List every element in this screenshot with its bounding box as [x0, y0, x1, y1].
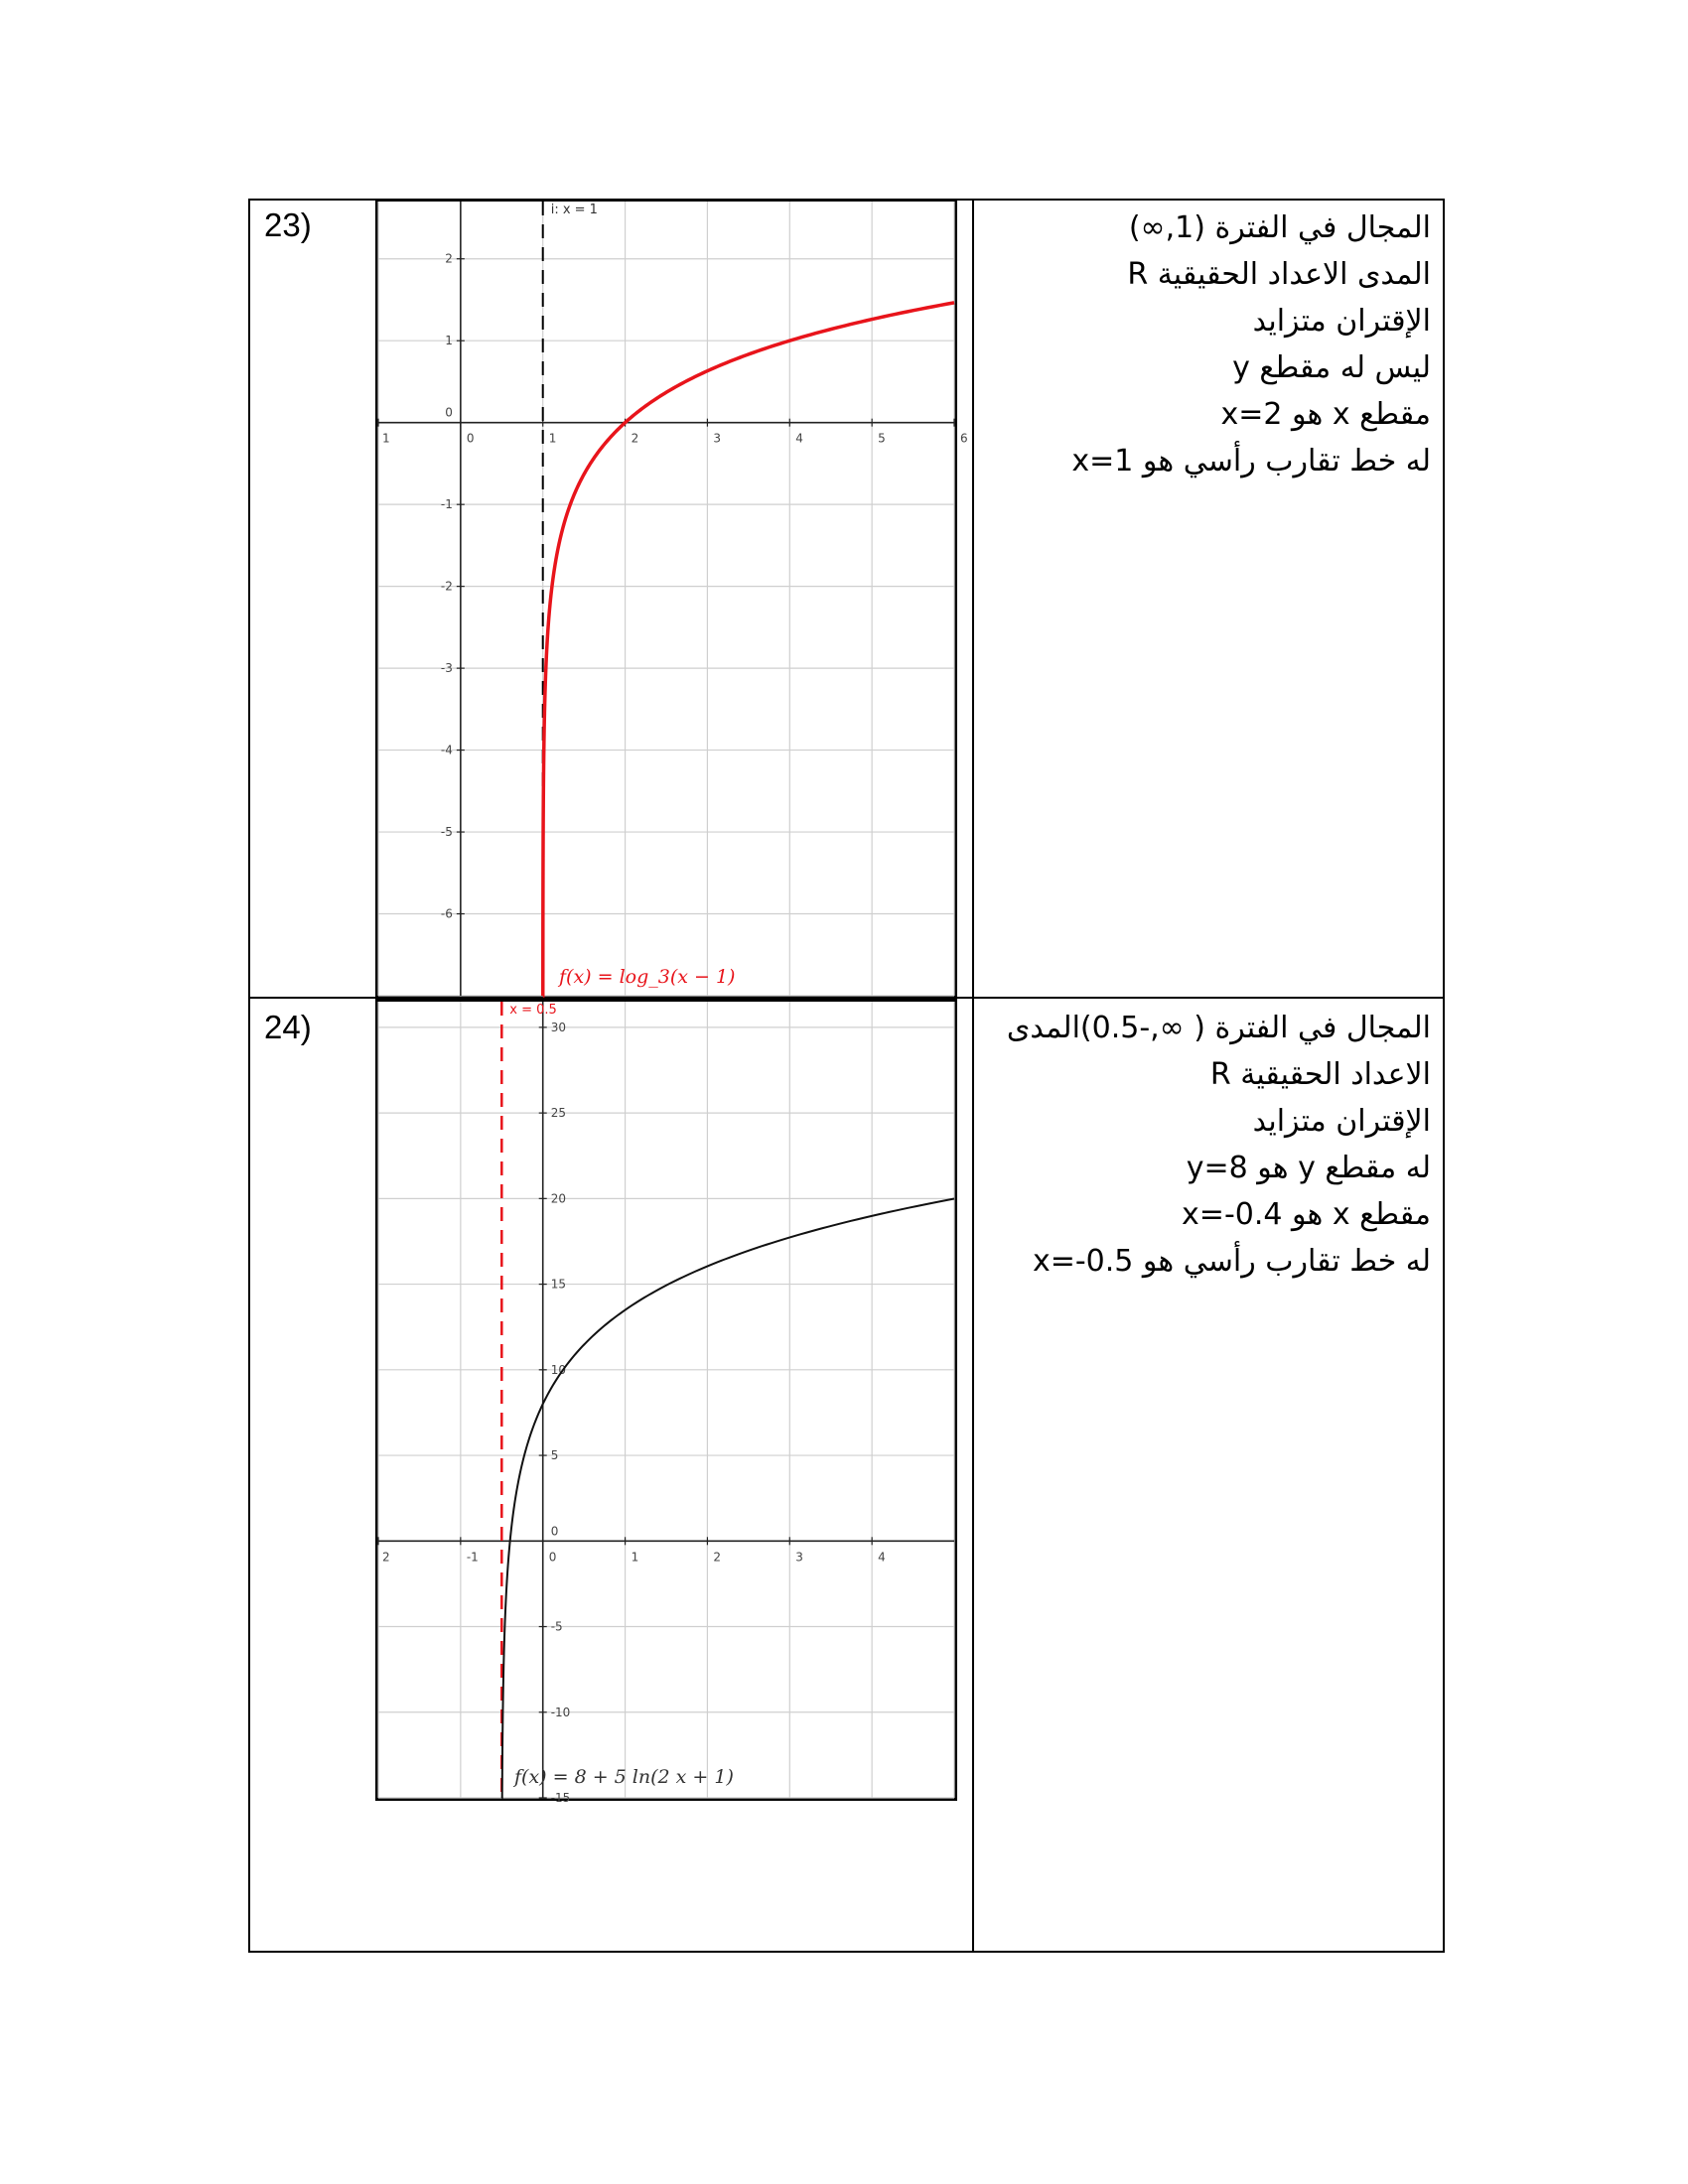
table-border-right [1443, 199, 1445, 1953]
table-border-left [248, 199, 250, 1953]
info-line: الإقتران متزايد [1252, 304, 1431, 339]
y-tick-label: 5 [550, 1448, 559, 1463]
x-tick-label: 1 [548, 431, 557, 446]
x-tick-label: -1 [466, 1550, 479, 1565]
info-line: له خط تقارب رأسي هو x=1 [1071, 444, 1431, 478]
x-tick-label: 2 [713, 1550, 722, 1565]
y-tick-label: 1 [445, 334, 453, 348]
info-line: ليس له مقطع y [1232, 350, 1431, 385]
y-tick-label: 0 [550, 1524, 559, 1539]
y-tick-label: 30 [550, 1020, 566, 1034]
y-tick-label: -10 [550, 1705, 571, 1719]
function-label: f(x) = log_3(x − 1) [559, 966, 736, 988]
x-tick-label: 1 [382, 431, 390, 446]
info-line: له مقطع y هو y=8 [1186, 1151, 1431, 1185]
x-tick-label: 4 [795, 431, 803, 446]
y-tick-label: 2 [445, 251, 453, 266]
y-tick-label: -2 [440, 579, 453, 594]
y-tick-label: -5 [550, 1619, 563, 1634]
problem-info [974, 1005, 1431, 1285]
graph-ln [375, 999, 957, 1805]
y-tick-label: -6 [440, 906, 453, 921]
info-line: الإقتران متزايد [1252, 1104, 1431, 1139]
x-tick-label: 3 [795, 1550, 803, 1565]
y-tick-label: 0 [445, 405, 453, 420]
asymptote-label: x = 0.5 [509, 1003, 557, 1018]
x-tick-label: 4 [878, 1550, 886, 1565]
y-tick-label: -5 [440, 825, 453, 840]
info-line: له خط تقارب رأسي هو x=-0.5 [1032, 1244, 1431, 1279]
info-line: المجال في الفترة (1,∞) [1128, 210, 1431, 245]
x-tick-label: 3 [713, 431, 722, 446]
info-line: المجال في الفترة ( ∞,-0.5)المدى [1006, 1011, 1431, 1045]
y-tick-label: -15 [550, 1791, 571, 1805]
x-tick-label: 5 [878, 431, 886, 446]
table-border-bottom [248, 1951, 1445, 1953]
x-tick-label: 2 [382, 1550, 390, 1565]
y-tick-label: -1 [440, 497, 453, 512]
x-tick-label: 6 [960, 431, 968, 446]
x-tick-label: 0 [466, 431, 475, 446]
info-line: مقطع x هو x=-0.4 [1182, 1197, 1431, 1232]
info-line: الاعداد الحقيقية R [1209, 1057, 1431, 1092]
graph-log3 [375, 199, 968, 999]
problem-number: 24) [264, 1009, 312, 1045]
function-label: f(x) = 8 + 5 ln(2 x + 1) [514, 1766, 734, 1788]
y-tick-label: 25 [550, 1106, 566, 1121]
x-tick-label: 0 [548, 1550, 557, 1565]
y-tick-label: -3 [440, 661, 453, 676]
y-tick-label: -4 [440, 743, 453, 757]
problem-number: 23) [264, 206, 312, 243]
y-tick-label: 15 [550, 1277, 566, 1292]
x-tick-label: 1 [631, 1550, 639, 1565]
problem-info [974, 205, 1431, 484]
asymptote-label: i: x = 1 [550, 203, 598, 217]
info-line: مقطع x هو x=2 [1220, 397, 1431, 432]
info-line: المدى الاعداد الحقيقية R [1127, 257, 1431, 292]
x-tick-label: 2 [631, 431, 639, 446]
y-tick-label: 10 [550, 1362, 566, 1377]
y-tick-label: 20 [550, 1191, 566, 1206]
